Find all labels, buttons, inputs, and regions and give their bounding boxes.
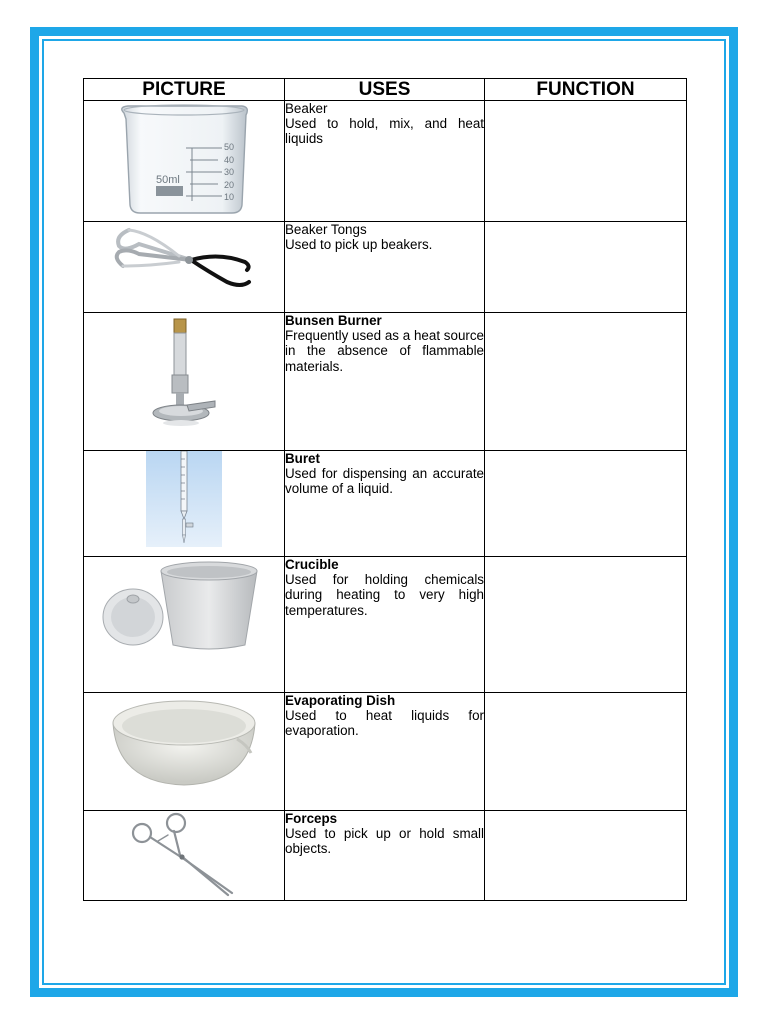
equipment-name: Forceps	[285, 811, 338, 826]
equipment-name: Crucible	[285, 557, 339, 572]
beaker-tongs-image	[109, 222, 259, 294]
uses-cell	[285, 101, 485, 222]
equipment-name: Beaker Tongs	[285, 222, 367, 237]
table-row	[84, 222, 687, 313]
equipment-use: Used for holding chemicals during heating to very high temperatures.	[285, 572, 484, 618]
table-row	[84, 101, 687, 222]
crucible-image	[99, 557, 269, 657]
picture-cell	[84, 451, 285, 557]
buret-image	[146, 451, 222, 547]
table-row	[84, 693, 687, 811]
table-row	[84, 811, 687, 901]
table-header-row	[84, 79, 687, 101]
uses-cell	[285, 811, 485, 901]
beaker-volume-label: 50ml	[156, 174, 180, 186]
function-cell	[485, 101, 687, 222]
picture-cell	[84, 811, 285, 901]
header-uses: USES	[285, 79, 485, 101]
graduation-40: 40	[224, 155, 235, 165]
forceps-image	[124, 811, 244, 897]
function-cell	[485, 693, 687, 811]
picture-cell	[84, 313, 285, 451]
table-row	[84, 451, 687, 557]
picture-cell	[84, 693, 285, 811]
uses-cell	[285, 451, 485, 557]
function-cell	[485, 811, 687, 901]
equipment-use: Used to pick up or hold small objects.	[285, 826, 484, 857]
equipment-use: Frequently used as a heat source in the absence of flammable materials.	[285, 328, 484, 374]
function-cell	[485, 451, 687, 557]
equipment-use: Used to hold, mix, and heat liquids	[285, 116, 484, 147]
header-picture: PICTURE	[84, 79, 285, 101]
function-cell	[485, 557, 687, 693]
function-cell	[485, 222, 687, 313]
uses-cell	[285, 693, 485, 811]
graduation-20: 20	[224, 180, 235, 190]
header-function: FUNCTION	[485, 79, 687, 101]
graduation-10: 10	[224, 192, 235, 202]
equipment-use: Used for dispensing an accurate volume of a liquid.	[285, 466, 484, 497]
equipment-name: Buret	[285, 451, 320, 466]
lab-equipment-table	[83, 78, 687, 901]
graduation-50: 50	[224, 142, 235, 152]
graduation-30: 30	[224, 167, 235, 177]
equipment-name: Evaporating Dish	[285, 693, 396, 708]
picture-cell	[84, 101, 285, 222]
uses-cell	[285, 222, 485, 313]
equipment-use: Used to pick up beakers.	[285, 237, 433, 253]
uses-cell	[285, 313, 485, 451]
evaporating-dish-image	[109, 693, 259, 789]
picture-cell	[84, 222, 285, 313]
uses-cell	[285, 557, 485, 693]
table-row	[84, 313, 687, 451]
beaker-image	[114, 101, 254, 217]
equipment-name: Beaker	[285, 101, 328, 116]
table-row	[84, 557, 687, 693]
function-cell	[485, 313, 687, 451]
equipment-name: Bunsen Burner	[285, 313, 382, 328]
bunsen-burner-image	[119, 313, 249, 433]
equipment-use: Used to heat liquids for evaporation.	[285, 708, 484, 739]
picture-cell	[84, 557, 285, 693]
